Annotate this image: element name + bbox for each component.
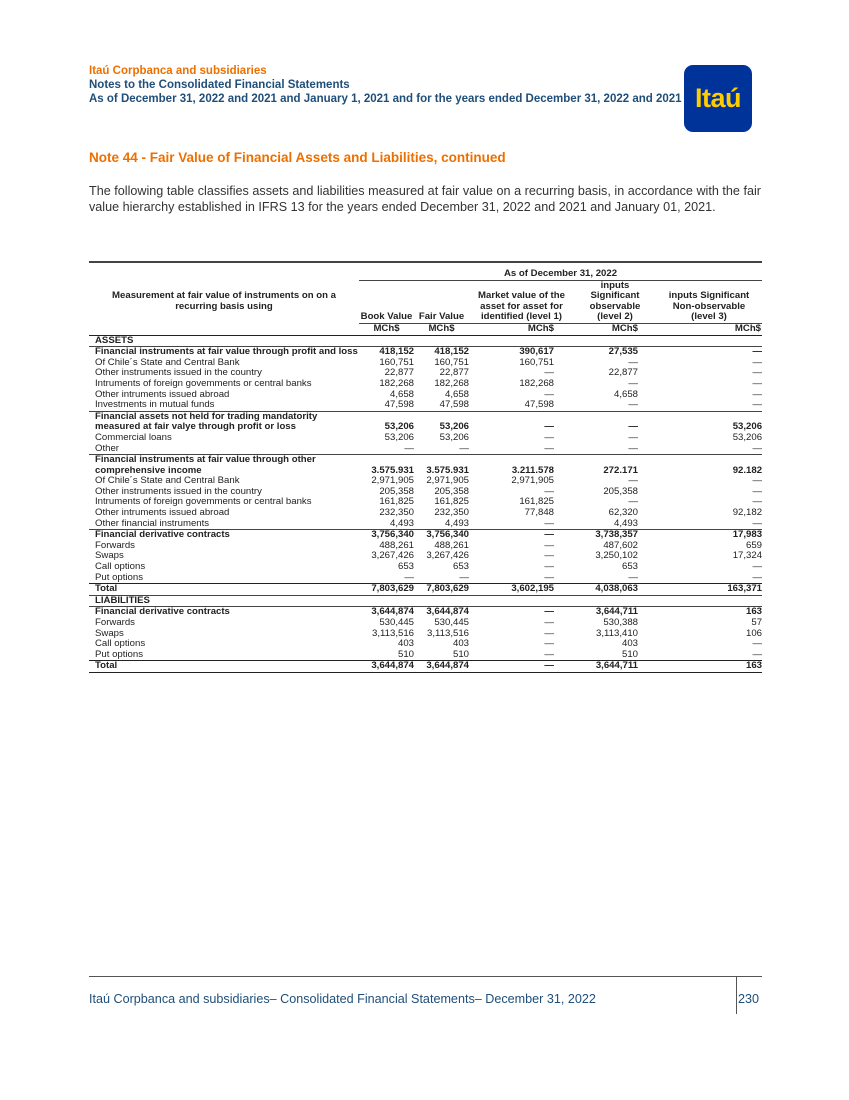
unit-book: MCh$ [359,323,414,335]
cell-level2-value: — [628,443,638,454]
table-row [89,519,762,530]
cell-level3-value: — [752,562,763,573]
cell-book-value: 3,113,516 [372,628,414,639]
cell-level2-value [574,595,656,607]
cell-level2-value: 3,113,410 [596,628,638,639]
cell-fair-value: 47,598 [439,400,469,411]
cell-level2-value: 487,602 [603,540,638,551]
cell-level1-value: — [544,518,554,529]
row-label: Other financial instruments [95,518,210,529]
table-row [89,390,762,401]
cell-level3-value: 92.182 [656,455,762,477]
cell-level2-value: 653 [621,562,638,573]
cell-level1-value: 390,617 [469,347,574,358]
table-row [89,530,762,541]
row-label: Other instruments issued in the country [95,486,262,497]
cell-level2-value: — [628,357,638,368]
cell-book-value: 232,350 [379,508,414,519]
cell-level1-value [469,595,574,607]
cell-fair-value: 4,658 [444,389,469,400]
unit-level2: MCh$ [574,323,656,335]
cell-fair-value: 418,152 [414,347,469,358]
cell-level3-value: 17,983 [656,530,762,541]
cell-book-value: 418,152 [359,347,414,358]
cell-level1-value: — [544,432,554,443]
cell-level1-value: — [544,443,554,454]
cell-level1-value: 47,598 [524,400,554,411]
col-header-level1: Market value of the asset for asset for identified (level 1) [478,290,565,323]
cell-level3-value: — [752,400,763,411]
cell-level2-value: — [628,400,638,411]
cell-fair-value: 510 [452,649,469,660]
col-header-level2: inputs Significant observable (level 2) [589,280,641,323]
cell-level2-value: 530,388 [603,618,638,628]
unit-fair: MCh$ [414,323,469,335]
cell-fair-value: 3,113,516 [427,628,469,639]
cell-fair-value: 2,971,905 [426,476,469,487]
table-row [89,358,762,369]
row-label: Other instruments issued in the country [95,368,262,379]
cell-level1-value: 182,268 [519,378,554,389]
cell-level1-value: — [469,530,574,541]
period-header: As of December 31, 2022 [359,265,762,280]
footer-text: Itaú Corpbanca and subsidiaries– Consolidated Financial Statements– December 31, 2022 [89,992,596,1006]
table-row [89,455,762,477]
table-row [89,562,762,573]
cell-level2-value: 3,250,102 [595,551,638,562]
row-label: Forwards [95,540,135,551]
cell-level1-value: — [544,639,554,650]
cell-fair-value: 3,644,874 [414,661,469,673]
cell-level1-value: 161,825 [519,497,554,508]
cell-book-value: 4,658 [389,389,414,400]
cell-fair-value: 232,350 [434,508,469,519]
row-label: Put options [95,649,144,660]
row-label: Other intruments issued abroad [95,508,230,519]
document-subtitle: Notes to the Consolidated Financial Statements [89,79,350,91]
itau-logo [684,65,752,132]
cell-level3-value: 163,371 [656,584,762,596]
table-row [89,629,762,640]
cell-book-value: 3,644,874 [359,661,414,673]
cell-level2-value: 3,644,711 [574,607,656,618]
row-label: Of Chile´s State and Central Bank [95,476,240,487]
document-period: As of December 31, 2022 and 2021 and January 1, 2021 and for the years ended December 31, 2022 and 2021 [89,93,682,105]
unit-level1: MCh$ [469,323,574,335]
cell-level3-value: 53,206 [656,411,762,433]
row-label: Financial instruments at fair value through profit and loss [89,347,359,358]
cell-level1-value: — [544,562,554,573]
row-label: Financial assets not held for trading mandatority measured at fair valye through profit or loss [89,411,359,433]
cell-book-value: 3,756,340 [359,530,414,541]
cell-level2-value: — [628,497,638,508]
table-row [89,661,762,673]
cell-fair-value: 205,358 [434,486,469,497]
cell-level1-value: — [469,411,574,433]
cell-level2-value: 4,038,063 [574,584,656,596]
col-header-level3: inputs Significant Non-observable (level 3) [668,290,750,323]
row-label: Other [95,443,119,454]
cell-level3-value: — [752,572,763,583]
row-label: Put options [95,572,144,583]
unit-level3: MCh$ [656,323,762,335]
cell-level2-value: 3,738,357 [574,530,656,541]
row-label: Other intruments issued abroad [95,389,230,400]
cell-level3-value: — [656,347,762,358]
row-label: Of Chile´s State and Central Bank [95,357,240,368]
cell-book-value [359,595,414,607]
cell-level2-value: 62,320 [608,508,638,519]
cell-book-value: 205,358 [379,486,414,497]
row-label: Financial derivative contracts [89,530,359,541]
cell-fair-value: 53,206 [414,411,469,433]
col-header-fair: Fair Value [418,311,465,323]
row-label: Call options [95,562,146,573]
cell-level3-value: — [752,486,763,497]
cell-fair-value: 4,493 [444,518,469,529]
fair-value-table [89,261,762,673]
cell-level1-value: 3.211.578 [469,455,574,477]
cell-level3-value: — [752,357,763,368]
row-label: Forwards [95,618,135,628]
cell-level1-value: — [469,661,574,673]
company-name: Itaú Corpbanca and subsidiaries [89,65,267,77]
cell-book-value: 530,445 [379,618,414,628]
footer-divider [89,976,762,977]
intro-paragraph: The following table classifies assets and liabilities measured at fair value on a recurring basis, in accordance with the fair value hierarchy established in IFRS 13 for the years ended December 31, 2022 and 2021 and January 01, 2021. [89,184,761,214]
cell-level1-value: 160,751 [519,357,554,368]
cell-level2-value: — [628,378,638,389]
row-label: Swaps [95,628,124,639]
table-row [89,508,762,519]
measurement-header: Measurement at fair value of instruments on on a recurring basis using [112,290,336,312]
cell-fair-value: 22,877 [439,368,469,379]
cell-fair-value: 403 [452,639,469,650]
cell-level2-value [574,335,656,347]
cell-level2-value: 27,535 [574,347,656,358]
cell-book-value: — [404,572,414,583]
cell-level1-value: — [544,649,554,660]
cell-fair-value: 3,267,426 [426,551,469,562]
cell-book-value [359,335,414,347]
cell-fair-value: 182,268 [434,378,469,389]
table-row [89,335,762,347]
cell-book-value: 3.575.931 [359,455,414,477]
table-row [89,411,762,433]
cell-level3-value: 106 [746,628,763,639]
table-row [89,444,762,455]
row-label: Financial derivative contracts [89,607,359,618]
cell-level2-value: — [628,476,638,487]
table-row [89,650,762,661]
cell-level1-value: — [544,540,554,551]
cell-book-value: 4,493 [389,518,414,529]
cell-book-value: 53,206 [384,432,414,443]
cell-level2-value: — [628,432,638,443]
cell-fair-value: 3.575.931 [414,455,469,477]
table-row [89,573,762,584]
table-row [89,433,762,444]
cell-level3-value: — [752,639,763,650]
row-label: Commercial loans [95,432,172,443]
cell-level3-value: — [752,443,763,454]
row-label: Investments in mutual funds [95,400,215,411]
cell-level3-value: — [752,476,763,487]
cell-level2-value: 272.171 [574,455,656,477]
cell-fair-value: 161,825 [434,497,469,508]
cell-level2-value: — [574,411,656,433]
cell-book-value: 2,971,905 [371,476,414,487]
cell-level3-value: 659 [746,540,763,551]
cell-fair-value: 653 [452,562,469,573]
row-label: Call options [95,639,146,650]
cell-level3-value [656,595,762,607]
cell-level1-value: 77,848 [524,508,554,519]
row-label: ASSETS [89,335,359,347]
cell-book-value: 488,261 [379,540,414,551]
table-row [89,639,762,650]
table-row [89,618,762,629]
row-label: Financial instruments at fair value through other comprehensive income [89,455,359,477]
page-number: 230 [738,992,760,1006]
cell-level3-value: 163 [656,661,762,673]
table-row [89,347,762,358]
cell-fair-value: 3,644,874 [414,607,469,618]
table-row [89,476,762,487]
table-row [89,607,762,618]
table-row [89,497,762,508]
cell-level1-value: — [544,486,554,497]
cell-level3-value: — [752,497,763,508]
cell-book-value: 161,825 [379,497,414,508]
cell-fair-value: 488,261 [434,540,469,551]
cell-level1-value: — [544,628,554,639]
table-row [89,379,762,390]
cell-level2-value: 22,877 [608,368,638,379]
table-row [89,584,762,596]
cell-fair-value [414,335,469,347]
cell-level2-value: 4,658 [613,389,638,400]
cell-level2-value: 205,358 [603,486,638,497]
cell-fair-value: 3,756,340 [414,530,469,541]
table-row [89,595,762,607]
row-label: Intruments of foreign govemments or central banks [95,497,312,508]
cell-fair-value [414,595,469,607]
cell-level2-value: 403 [621,639,638,650]
cell-book-value: 160,751 [379,357,414,368]
row-label: Total [89,661,359,673]
cell-level3-value: 163 [656,607,762,618]
col-header-book: Book Value [360,311,413,323]
cell-book-value: 22,877 [384,368,414,379]
table-row [89,368,762,379]
row-label: Swaps [95,551,124,562]
table-row [89,487,762,498]
cell-level1-value: 3,602,195 [469,584,574,596]
cell-book-value: 3,267,426 [371,551,414,562]
cell-level3-value: 57 [751,618,763,628]
cell-fair-value: — [459,572,469,583]
cell-level1-value: — [544,368,554,379]
cell-level3-value [656,335,762,347]
cell-level1-value: — [544,572,554,583]
cell-book-value: 403 [397,639,414,650]
cell-fair-value: 530,445 [434,618,469,628]
cell-level1-value [469,335,574,347]
cell-level1-value: — [544,618,554,628]
cell-book-value: 47,598 [384,400,414,411]
cell-level2-value: 4,493 [613,518,638,529]
cell-book-value: 653 [397,562,414,573]
cell-level3-value: — [752,649,763,660]
cell-book-value: 7,803,629 [359,584,414,596]
cell-level3-value: — [752,368,763,379]
cell-level3-value: 53,206 [732,432,763,443]
cell-level3-value: — [752,518,763,529]
row-label: Total [89,584,359,596]
cell-fair-value: 53,206 [439,432,469,443]
table-row [89,400,762,411]
cell-level1-value: — [469,607,574,618]
cell-book-value: 53,206 [359,411,414,433]
note-title: Note 44 - Fair Value of Financial Assets and Liabilities, continued [89,150,506,165]
logo-text: Itaú [694,83,741,113]
cell-fair-value: 160,751 [434,357,469,368]
cell-level2-value: — [628,572,638,583]
cell-book-value: — [404,443,414,454]
cell-level3-value: — [752,378,763,389]
cell-level3-value: 92,182 [732,508,763,519]
cell-fair-value: 7,803,629 [414,584,469,596]
cell-fair-value: — [459,443,469,454]
cell-level1-value: 2,971,905 [511,476,554,487]
page-number-divider [736,976,737,1014]
cell-book-value: 182,268 [379,378,414,389]
cell-book-value: 510 [397,649,414,660]
cell-level1-value: — [544,389,554,400]
row-label: Intruments of foreign govemments or central banks [95,378,312,389]
cell-level2-value: 3,644,711 [574,661,656,673]
cell-level3-value: — [752,389,763,400]
table-row [89,541,762,552]
row-label: LIABILITIES [89,595,359,607]
cell-level1-value: — [544,551,554,562]
cell-level3-value: 17,324 [732,551,763,562]
cell-book-value: 3,644,874 [359,607,414,618]
table-row [89,551,762,562]
document-header [89,64,689,106]
cell-level2-value: 510 [621,649,638,660]
